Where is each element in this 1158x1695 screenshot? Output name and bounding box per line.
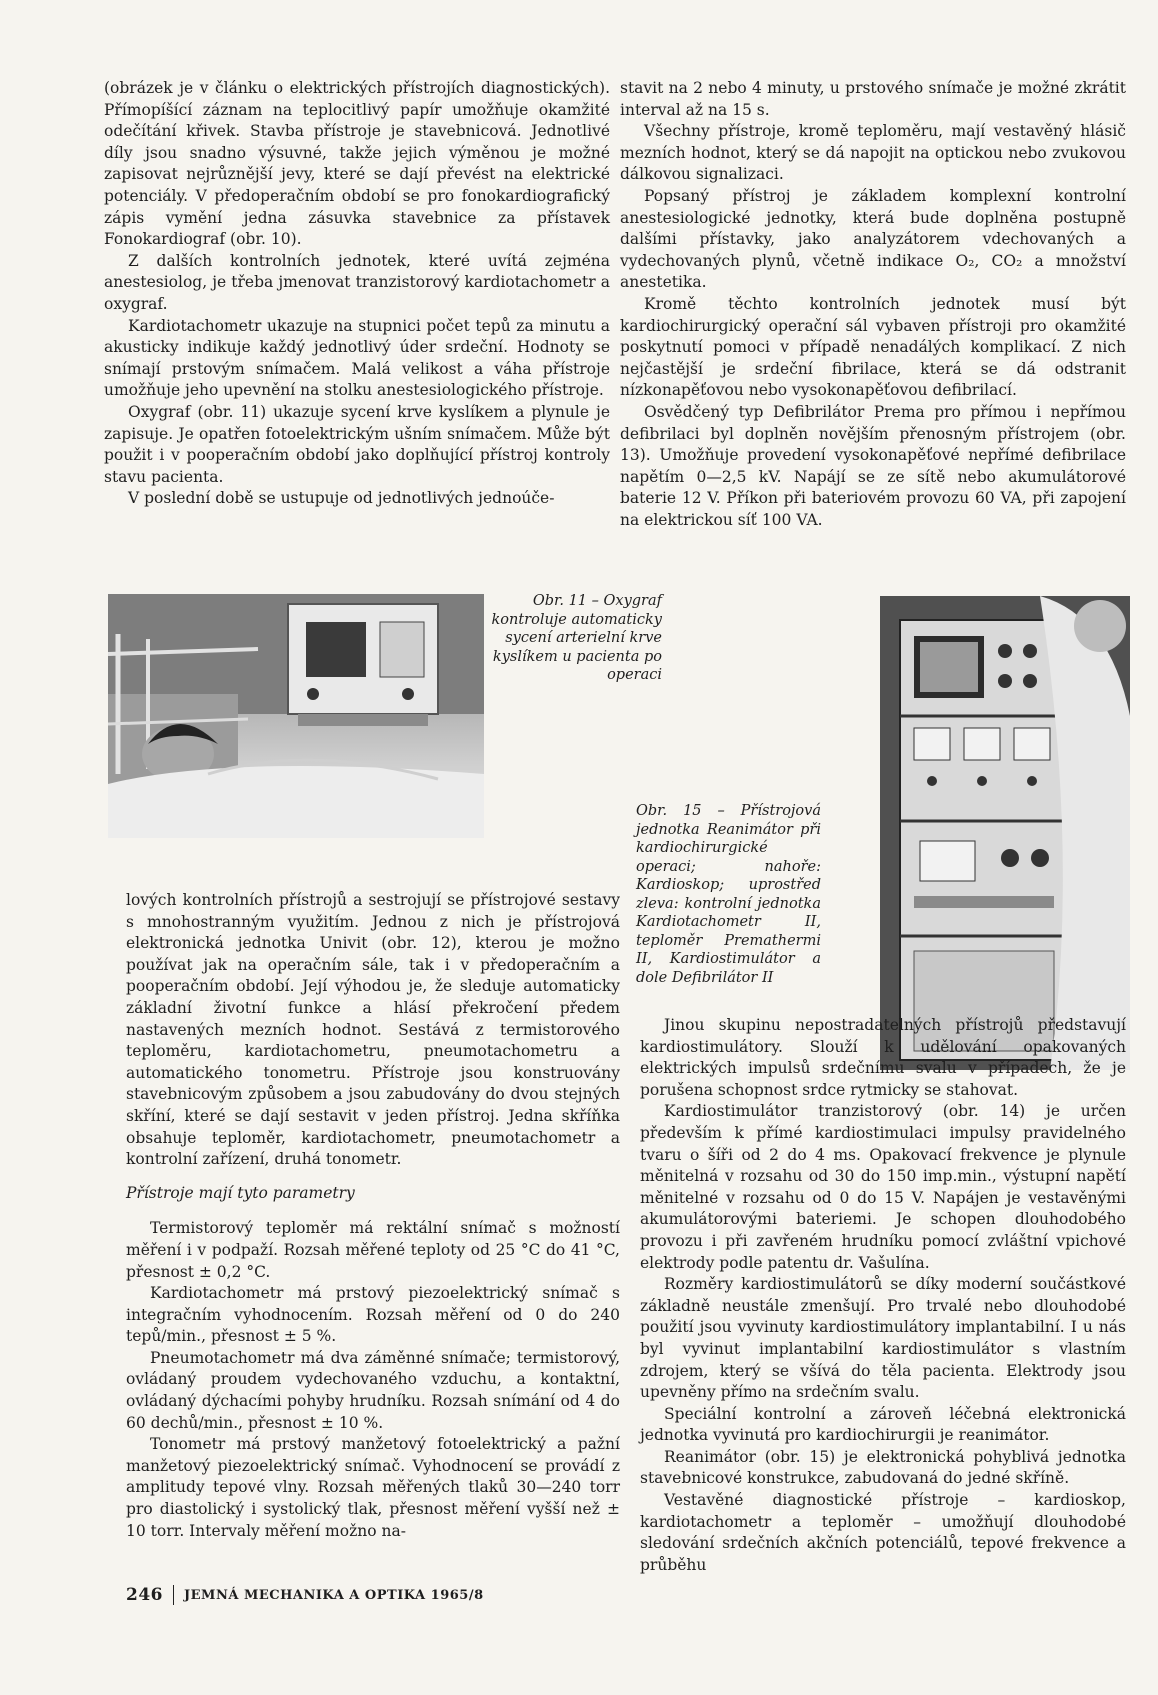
paragraph: Z dalších kontrolních jednotek, které uvítá zejména anestesiolog, je třeba jmenovat tranzistorový kardiotachometr a oxygraf. [104,251,610,313]
paragraph: Oxygraf (obr. 11) ukazuje sycení krve kyslíkem a plynule je zapisuje. Je opatřen fotoelektrickým ušním snímačem. Může být použit i v pooperačním období jako doplňující přístroj kontroly stavu pacienta. [104,402,610,486]
paragraph: Kardiotachometr ukazuje na stupnici počet tepů za minutu a akusticky indikuje každý jednotlivý úder srdeční. Hodnoty se snímají prstovým snímačem. Malá velikost a váha přístroje umožňuje jeho upevnění na stolku anestesiologického přístroje. [104,316,610,400]
paragraph: lových kontrolních přístrojů a sestrojují se přístrojové sestavy s mnohostranným využitím. Jednou z nich je přístrojová elektronická jednotka Univit (obr. 12), kterou je možno používat jak na operačním sále, tak i v předoperačním a pooperačním období. Její výhodou je, že sleduje automaticky základní životní funkce a hlásí překročení předem nastavených mezních hodnot. Sestává z termistorového teploměru, kardiotachometru, pneumotachometru a automatického tonometru. Přístroje jsou konstruovány stavebnicovým způsobem a jsou zabudovány do dvou stejných skříní, které se dají sestavit v jeden přístroj. Jedna skříňka obsahuje teploměr, kardiotachometr, pneumotachometr a kontrolní zařízení, druhá tonometr. [126,891,620,1169]
paragraph: Vestavěné diagnostické přístroje – kardioskop, kardiotachometr a teploměr – umožňují dlouhodobé sledování srdečních akčních potenciálů, tepové frekvence a průběhu [640,1491,1126,1574]
page-number: 246 [126,1585,163,1605]
paragraph: Popsaný přístroj je základem komplexní kontrolní anestesiologické jednotky, která bude doplněna postupně dalšími přístavky, jako analyzátorem vdechovaných a vydechovaných plynů, včetně indikace O₂, CO₂ a množství anestetika. [620,186,1126,292]
paragraph: Kardiotachometr má prstový piezoelektrický snímač s integračním vyhodnocením. Rozsah měření od 0 do 240 tepů/min., přesnost ± 5 %. [126,1284,620,1346]
photo-oxygraf-patient [108,594,484,838]
paragraph: Reanimátor (obr. 15) je elektronická pohyblivá jednotka stavebnicové konstrukce, zabudovaná do jedné skříně. [640,1447,1126,1488]
paragraph: Kardiostimulátor tranzistorový (obr. 14) je určen především k přímé kardiostimulaci impulsy pravidelného tvaru o šíři od 2 do 4 ms. Opakovací frekvence je plynule měnitelná v rozsahu od 30 do 150 imp.min., výstupní napětí měnitelné v rozsahu od 0 do 15 V. Napájen je vestavěnými akumulátorovými bateriemi. Je schopen dlouhodobého provozu i při zavřeném hrudníku pomocí zvláštní vpichové elektrody podle patentu dr. Vašulína. [640,1102,1126,1272]
paragraph: stavit na 2 nebo 4 minuty, u prstového snímače je možné zkrátit interval až na 15 s. [620,79,1126,119]
photo-reanimator-unit [880,596,1130,1070]
paragraph: Jinou skupinu nepostradatelných přístrojů představují kardiostimulátory. Slouží k udělování opakovaných elektrických impulsů srdečnímu svalu v případech, že je porušena schopnost srdce rytmicky se stahovat. [640,1016,1126,1099]
photo-illustration [880,596,1130,1070]
section-heading-parameters: Přístroje mají tyto parametry [126,1183,355,1202]
paragraph: Kromě těchto kontrolních jednotek musí být kardiochirurgický operační sál vybaven přístroji pro okamžité poskytnutí pomoci v případě nenadálých komplikací. Z nich nejčastější je srdeční fibrilace, která se dá odstranit nízkonapěťovou nebo vysokonapěťovou defibrilací. [620,294,1126,400]
footer-divider [173,1585,174,1605]
journal-title: JEMNÁ MECHANIKA A OPTIKA 1965/8 [184,1587,484,1603]
column-right-top [620,78,1126,531]
paragraph: V poslední době se ustupuje od jednotlivých jednoúče- [128,489,555,508]
column-left-bottom [126,890,620,1542]
photo-illustration [108,594,484,838]
figure-caption-11: Obr. 11 – Oxygraf kontroluje automaticky sycení arterielní krve kyslíkem u pacienta po operaci [491,593,662,683]
figure-caption-15: Obr. 15 – Přístrojová jednotka Reanimátor při kardiochirurgické operaci; nahoře: Kardioskop; uprostřed zleva: kontrolní jednotka Kardiotachometr II, teploměr Premathermi II, Kardiostimulátor a dole Defibrilátor II [636,803,821,986]
page-footer [126,1585,484,1605]
paragraph: Pneumotachometr má dva záměnné snímače; termistorový, ovládaný proudem vydechovaného vzduchu, a kontaktní, ovládaný dýchacími pohyby hrudníku. Rozsah snímání od 4 do 60 dechů/min., přesnost ± 10 %. [126,1348,620,1432]
column-left-top [104,78,610,510]
paragraph: Rozměry kardiostimulátorů se díky moderní součástkové základně neustále zmenšují. Pro trvalé nebo dlouhodobé použití jsou vyvinuty kardiostimulátory implantabilní. I u nás byl vyvinut implantabilní kardiostimulátor s vlastním zdrojem, který se všívá do těla pacienta. Elektrody jsou upevněny přímo na srdečním svalu. [640,1275,1126,1402]
paragraph: Tonometr má prstový manžetový fotoelektrický a pažní manžetový piezoelektrický snímač. Vyhodnocení se provádí z amplitudy tepové vlny. Rozsah měřených tlaků 30—240 torr pro diastolický i systolický tlak, přesnost měření vyšší než ± 10 torr. Intervaly měření možno na- [126,1435,620,1540]
column-right-bottom [640,1015,1126,1576]
paragraph: Osvědčený typ Defibrilátor Prema pro přímou i nepřímou defibrilaci byl doplněn novějším přenosným přístrojem (obr. 13). Umožňuje provedení vysokonapěťové nepřímé defibrilace napětím 0—2,5 kV. Napájí se ze sítě nebo akumulátorové baterie 12 V. Příkon při bateriovém provozu 60 VA, při zapojení na elektrickou síť 100 VA. [620,402,1126,529]
paragraph: (obrázek je v článku o elektrických přístrojích diagnostických). Přímopíšící záznam na teplocitlivý papír umožňuje okamžité odečítání křivek. Stavba přístroje je stavebnicová. Jednotlivé díly jsou snadno výsuvné, takže jejich výměnou je možné zapisovat nejrůznější jevy, které se dají převést na elektrické potenciály. V předoperačním období se pro fonokardiografický zápis vymění jedna zásuvka stavebnice za přístavek Fonokardiograf (obr. 10). [104,79,610,249]
paragraph: Všechny přístroje, kromě teploměru, mají vestavěný hlásič mezních hodnot, který se dá napojit na optickou nebo zvukovou dálkovou signalizaci. [620,122,1126,184]
paragraph: Speciální kontrolní a zároveň léčebná elektronická jednotka vyvinutá pro kardiochirurgii je reanimátor. [640,1404,1126,1445]
paragraph: Termistorový teploměr má rektální snímač s možností měření i v podpaží. Rozsah měřené teploty od 25 °C do 41 °C, přesnost ± 0,2 °C. [126,1219,620,1281]
